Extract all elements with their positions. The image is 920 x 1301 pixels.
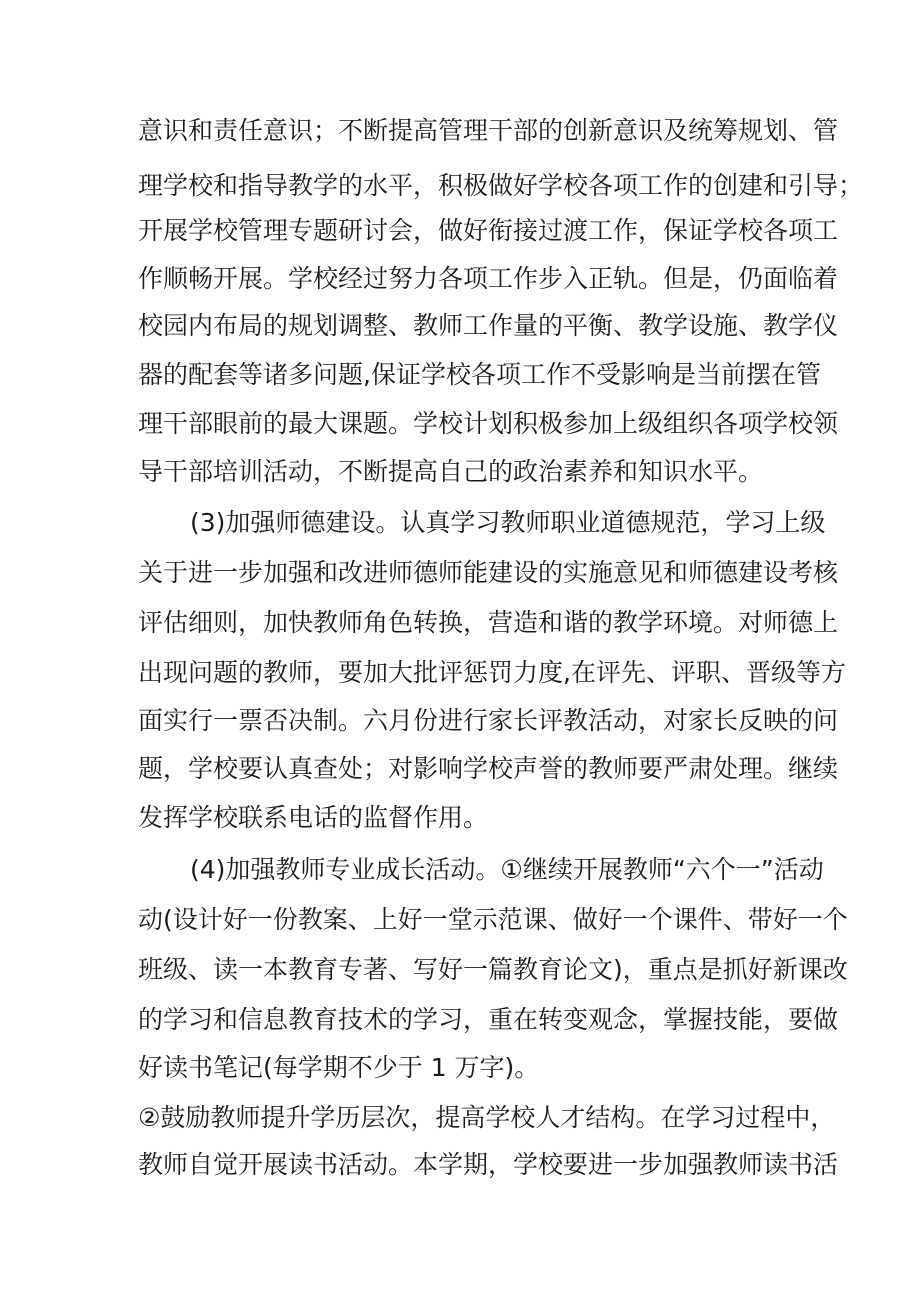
text-line: 开展学校管理专题研讨会，做好衔接过渡工作，保证学校各项工: [138, 216, 839, 245]
paragraph-heading: (3)加强师德建设。认真学习教师职业道德规范，学习上级: [190, 508, 826, 537]
text-line: 理干部眼前的最大课题。学校计划积极参加上级组织各项学校领: [138, 409, 839, 438]
paragraph-heading: (4)加强教师专业成长活动。①继续开展教师“六个一”活动: [190, 855, 824, 884]
text-line: 作顺畅开展。学校经过努力各项工作步入正轨。但是，仍面临着: [138, 264, 839, 293]
text-line: 关于进一步加强和改进师德师能建设的实施意见和师德建设考核: [138, 558, 839, 587]
text-line: 面实行一票否决制。六月份进行家长评教活动，对家长反映的问: [138, 706, 839, 735]
text-line: 题，学校要认真查处；对影响学校声誉的教师要严肃处理。继续: [138, 754, 839, 783]
text-line: 校园内布局的规划调整、教师工作量的平衡、教学设施、教学仪: [138, 311, 839, 340]
text-line: 好读书笔记(每学期不少于 1 万字)。: [138, 1053, 540, 1082]
text-line: 导干部培训活动，不断提高自己的政治素养和知识水平。: [138, 457, 764, 486]
text-line: 意识和责任意识；不断提高管理干部的创新意识及统筹规划、管: [138, 116, 839, 145]
text-line: 班级、读一本教育专著、写好一篇教育论文)，重点是抓好新课改: [138, 955, 848, 984]
text-line: 评估细则，加快教师角色转换，营造和谐的教学环境。对师德上: [138, 608, 839, 637]
text-line: 动(设计好一份教案、上好一堂示范课、做好一个课件、带好一个: [138, 905, 848, 934]
text-line: 器的配套等诸多问题,保证学校各项工作不受影响是当前摆在管: [138, 360, 821, 389]
text-line: 出现问题的教师，要加大批评惩罚力度,在评先、评职、晋级等方: [138, 658, 846, 687]
text-line: 教师自觉开展读书活动。本学期，学校要进一步加强教师读书活: [138, 1150, 839, 1179]
text-line: 发挥学校联系电话的监督作用。: [138, 803, 489, 832]
text-line: 的学习和信息教育技术的学习，重在转变观念，掌握技能，要做: [138, 1005, 839, 1034]
text-line: 理学校和指导教学的水平，积极做好学校各项工作的创建和引导；: [138, 171, 864, 200]
text-line: ②鼓励教师提升学历层次，提高学校人才结构。在学习过程中，: [138, 1103, 836, 1132]
